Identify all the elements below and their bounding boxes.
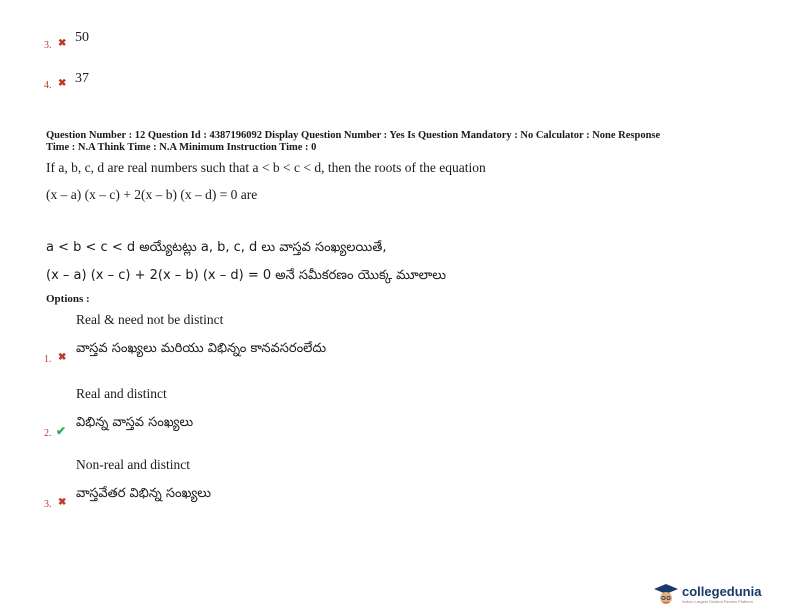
option-number: 3. (44, 40, 52, 51)
option-value: 50 (75, 30, 89, 45)
question-equation-te: (x – a) (x – c) + 2(x – b) (x – d) = 0 అనే సమీకరణం యొక్క మూలాలు (46, 268, 446, 283)
option-number: 1. (44, 354, 52, 365)
question-text-te: a < b < c < d అయ్యేటట్లు a, b, c, d లు వాస్తవ సంఖ్యలయితే, (46, 240, 387, 255)
option-value: 37 (75, 71, 89, 86)
option-number: 2. (44, 428, 52, 439)
option-1-text-en: Real & need not be distinct (76, 312, 224, 327)
wrong-icon: ✖ (58, 38, 67, 49)
wrong-icon: ✖ (58, 352, 67, 363)
option-3-text-te: వాస్తవేతర విభిన్న సంఖ్యలు (76, 486, 211, 501)
option-number: 3. (44, 499, 52, 510)
correct-check-icon: ✔ (56, 424, 67, 438)
option-2-text-te: విభిన్న వాస్తవ సంఖ్యలు (76, 415, 194, 430)
wrong-icon: ✖ (58, 78, 67, 89)
question-meta-line2: Time : N.A Think Time : N.A Minimum Instruction Time : 0 (46, 142, 317, 153)
option-1-text-te: వాస్తవ సంఖ్యలు మరియు విభిన్నం కానవసరంలేదు (76, 341, 327, 356)
wrong-icon: ✖ (58, 497, 67, 508)
option-2-text-en: Real and distinct (76, 386, 167, 401)
option-number: 4. (44, 80, 52, 91)
logo-name: collegedunia (682, 584, 762, 599)
question-equation-en: (x – a) (x – c) + 2(x – b) (x – d) = 0 are (46, 187, 258, 202)
collegedunia-logo (653, 583, 761, 605)
question-text-en: If a, b, c, d are real numbers such that a < b < c < d, then the roots of the equation (46, 160, 486, 175)
question-meta-line1: Question Number : 12 Question Id : 4387196092 Display Question Number : Yes Is Question Mandatory : No Calculator : None Response (46, 130, 661, 141)
option-3-text-en: Non-real and distinct (76, 457, 190, 472)
graduate-icon (653, 583, 679, 605)
logo-tagline: India's Largest Student Review Platform (682, 599, 754, 604)
options-label: Options : (46, 293, 90, 305)
question-meta (46, 130, 766, 154)
